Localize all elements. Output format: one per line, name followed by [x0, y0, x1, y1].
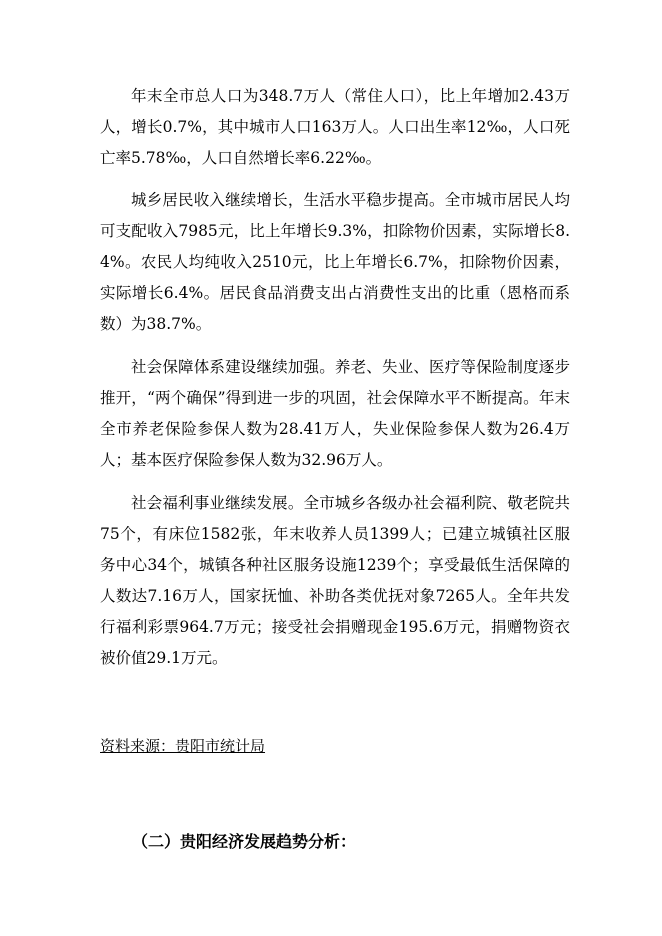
section-heading: （二）贵阳经济发展趋势分析： [132, 832, 357, 851]
paragraph-social-security: 社会保障体系建设继续加强。养老、失业、医疗等保险制度逐步推开，“两个确保”得到进一步的巩固，社会保障水平不断提高。年末全市养老保险参保人数为28.41万人，失业保险参保人数为26.4万人；基本医疗保险参保人数为32.96万人。 [100, 358, 570, 469]
paragraph-population: 年末全市总人口为348.7万人（常住人口），比上年增加2.43万人，增长0.7%，其中城市人口163万人。人口出生率12‰，人口死亡率5.78‰，人口自然增长率6.22‰。 [100, 87, 570, 167]
paragraph-social-welfare: 社会福利事业继续发展。全市城乡各级办社会福利院、敬老院共75个，有床位1582张，年末收养人员1399人；已建立城镇社区服务中心34个，城镇各种社区服务设施1239个；享受最低生活保障的人数达7.16万人，国家抚恤、补助各类优抚对象7265人。全年共发行福利彩票964.7万元；接受社会捐赠现金195.6万元，捐赠物资衣被价值29.1万元。 [100, 494, 570, 667]
data-source-note: 资料来源：贵阳市统计局 [100, 737, 266, 755]
paragraph-income: 城乡居民收入继续增长，生活水平稳步提高。全市城市居民人均可支配收入7985元，比上年增长9.3%，扣除物价因素，实际增长8.4%。农民人均纯收入2510元，比上年增长6.7%，扣除物价因素，实际增长6.4%。居民食品消费支出占消费性支出的比重（恩格而系数）为38.7%。 [100, 191, 570, 333]
